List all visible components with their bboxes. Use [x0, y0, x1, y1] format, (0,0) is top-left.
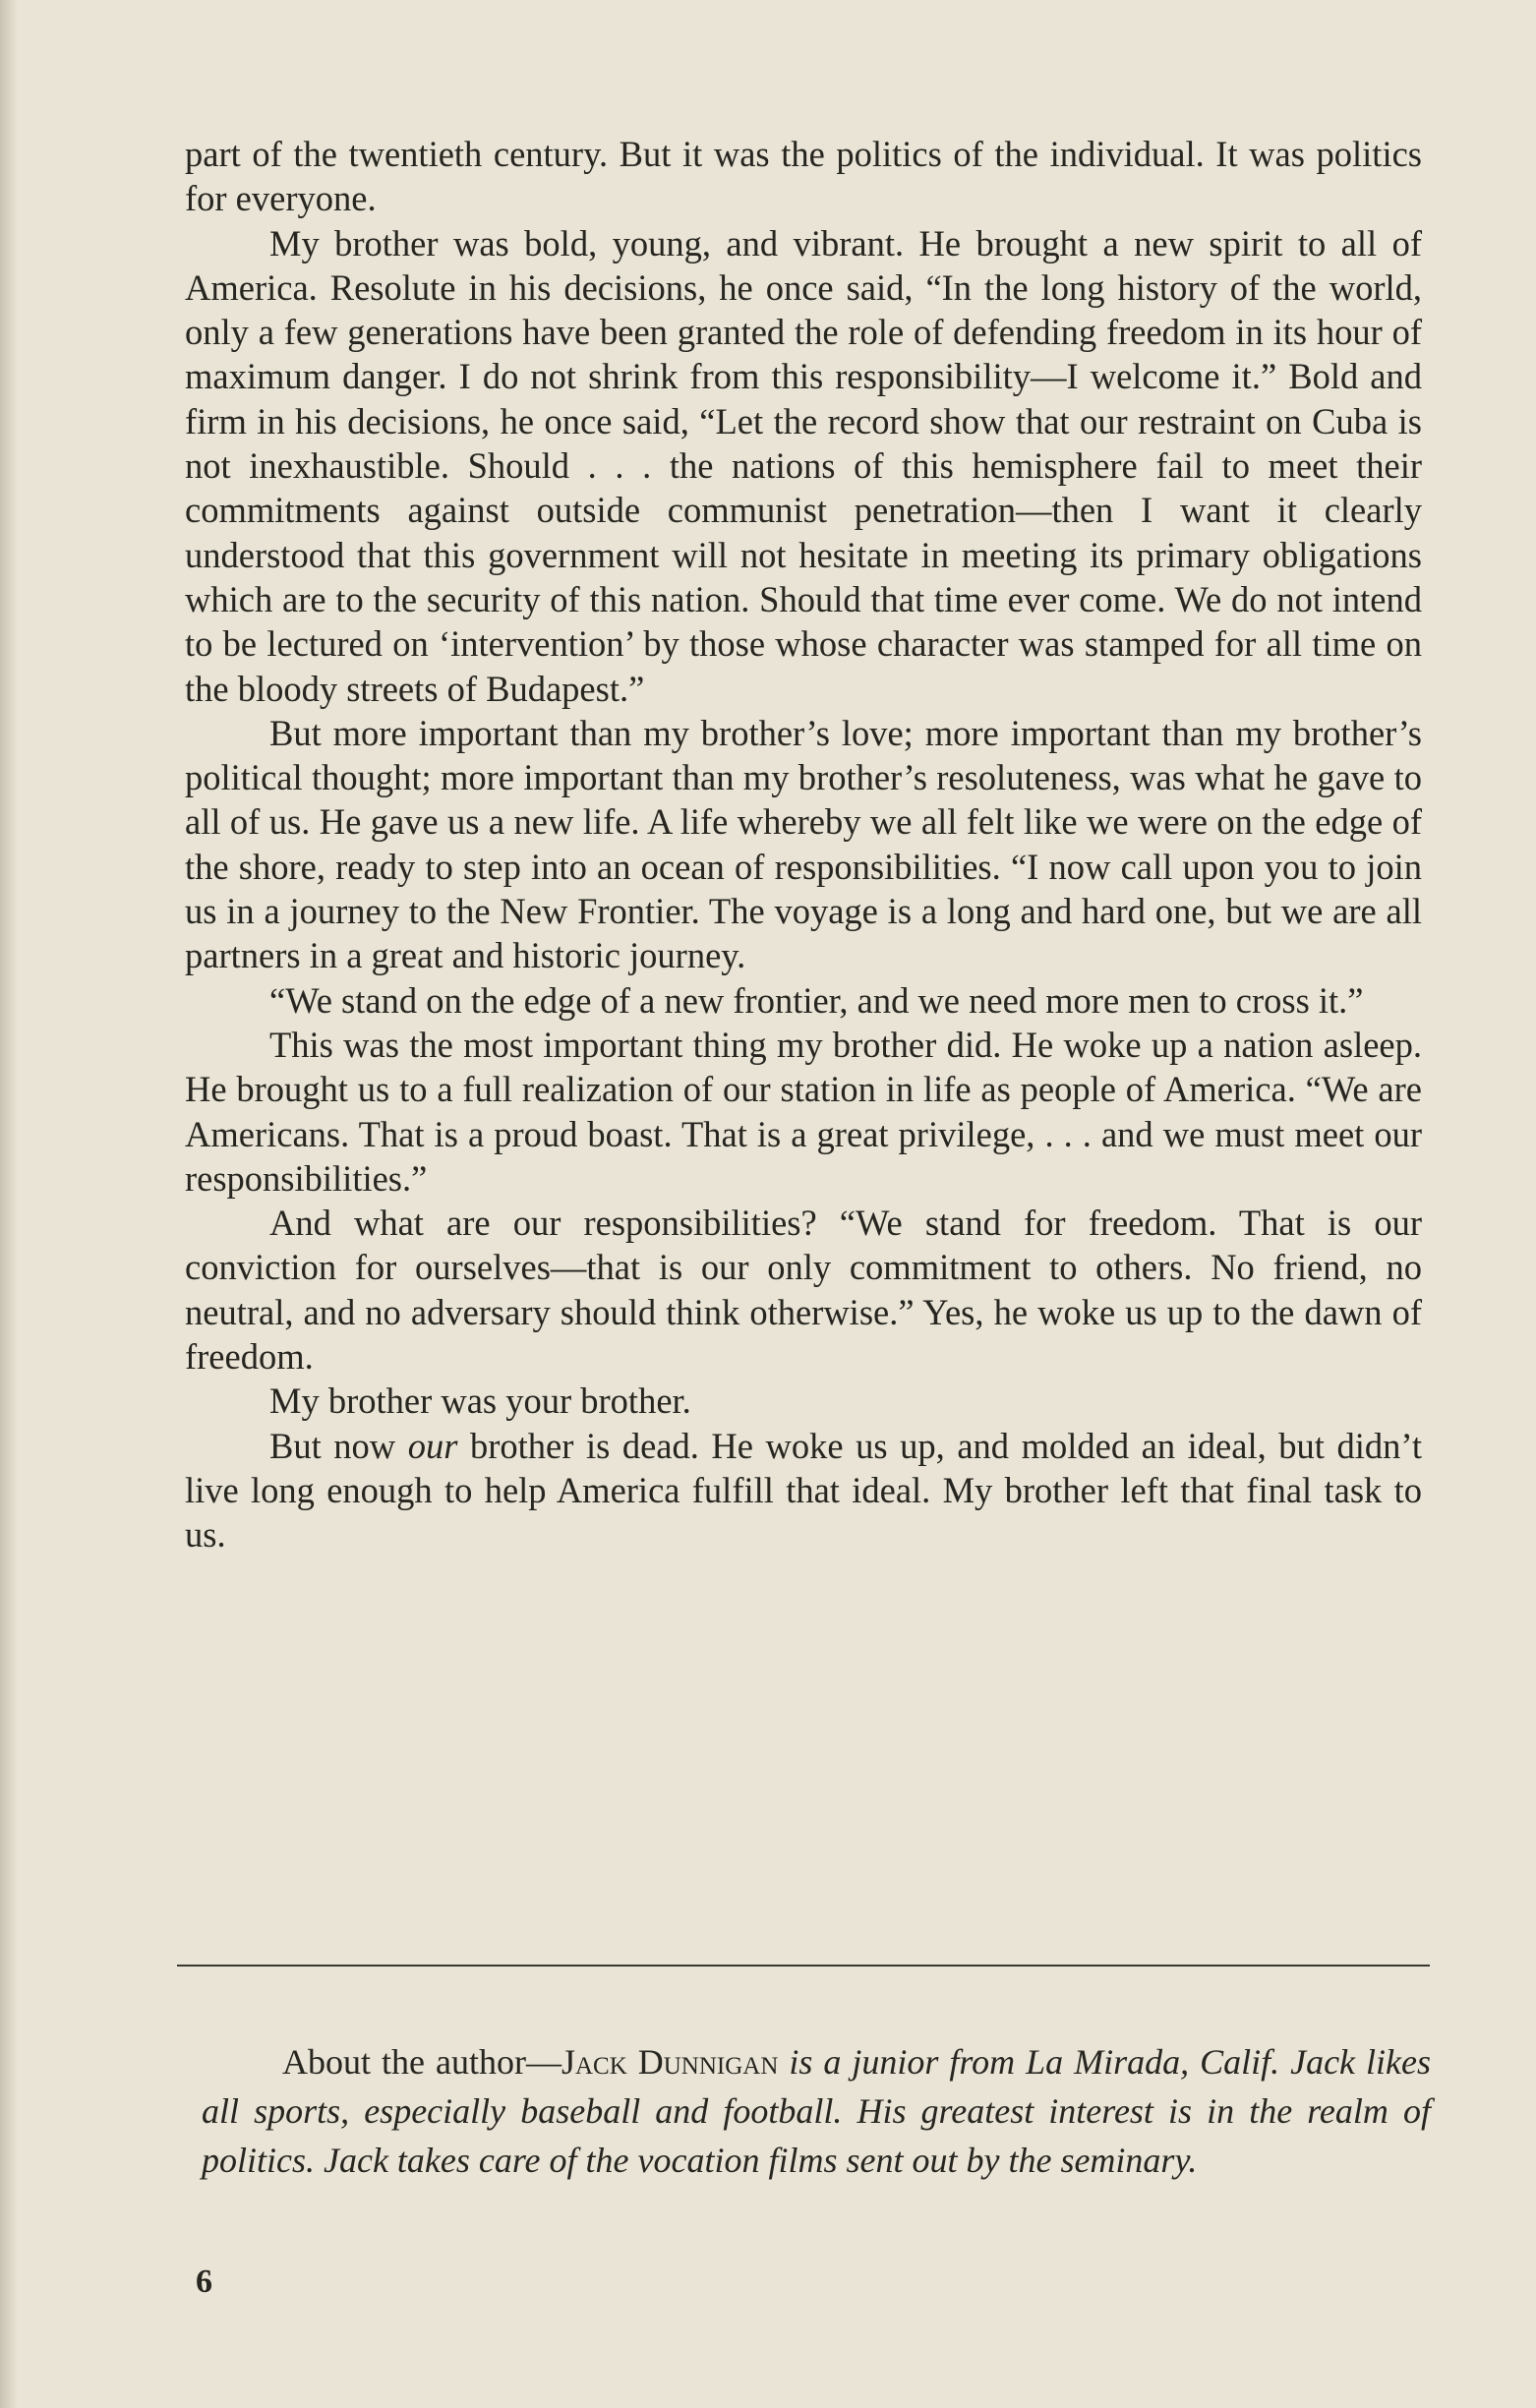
paragraph-new-frontier-quote: “We stand on the edge of a new frontier, and we need more men to cross it.” [269, 979, 1364, 1021]
text-segment: brother is dead. He woke us up, and molded an ideal, but didn’t live long enough to help America fulfill that ideal. My brother left that final task to us. [185, 1425, 1422, 1556]
about-lead: About the author— [282, 2042, 561, 2082]
emphasis-our: our [407, 1425, 458, 1466]
paragraph-responsibilities: And what are our responsibilities? “We stand for freedom. That is our conviction for ourselves—that is our only commitment to others. No friend, no neutral, and no adversary should think otherwise.” Yes, he woke us up to the dawn of freedom. [185, 1203, 1422, 1378]
text-segment: But now [269, 1425, 408, 1466]
author-name: Jack Dunnigan [561, 2042, 779, 2082]
author-bio: is a junior from La Mirada, Calif. Jack likes all sports, especially baseball and football. His greatest interest is in the realm of politics. Jack takes care of the vocation films sent out by the seminary. [202, 2042, 1431, 2180]
paragraph-your-brother: My brother was your brother. [269, 1380, 691, 1422]
paragraph-bold-young-vibrant: My brother was bold, young, and vibrant. He brought a new spirit to all of America. Resolute in his decisions, he once said, “In the long history of the world, only a few generations have been granted the role of defending freedom in its hour of maximum danger. I do not shrink from this responsibility—I welcome it.” Bold and firm in his decisions, he once said, “Let the record show that our restraint on Cuba is not inexhaustible. Should . . . the nations of this hemisphere fail to meet their commitments against outside communist penetration—then I want it clearly understood that this government will not hesitate in meeting its primary obligations which are to the security of this nation. Should that time ever come. We do not intend to be lectured on ‘intervention’ by those whose character was stamped for all time on the bloody streets of Budapest.” [185, 222, 1422, 709]
article-body [185, 132, 1422, 1557]
section-divider [177, 1965, 1430, 1967]
paragraph-brother-is-dead [185, 1424, 1422, 1557]
page-edge [0, 0, 18, 2408]
page-number: 6 [196, 2263, 212, 2300]
paragraph-more-important: But more important than my brother’s love; more important than my brother’s political thought; more important than my brother’s resoluteness, was what he gave to all of us. He gave us a new life. A life whereby we all felt like we were on the edge of the shore, ready to step into an ocean of responsibilities. “I now call upon you to join us in a journey to the New Frontier. The voyage is a long and hard one, but we are all partners in a great and historic journey. [185, 712, 1422, 976]
about-author [202, 2037, 1431, 2185]
paragraph-continuation: part of the twentieth century. But it was the politics of the individual. It was politics for everyone. [185, 134, 1422, 219]
paragraph-most-important-thing: This was the most important thing my brother did. He woke up a nation asleep. He brought us to a full realization of our station in life as people of America. “We are Americans. That is a proud boast. That is a great privilege, . . . and we must meet our responsibilities.” [185, 1024, 1422, 1199]
